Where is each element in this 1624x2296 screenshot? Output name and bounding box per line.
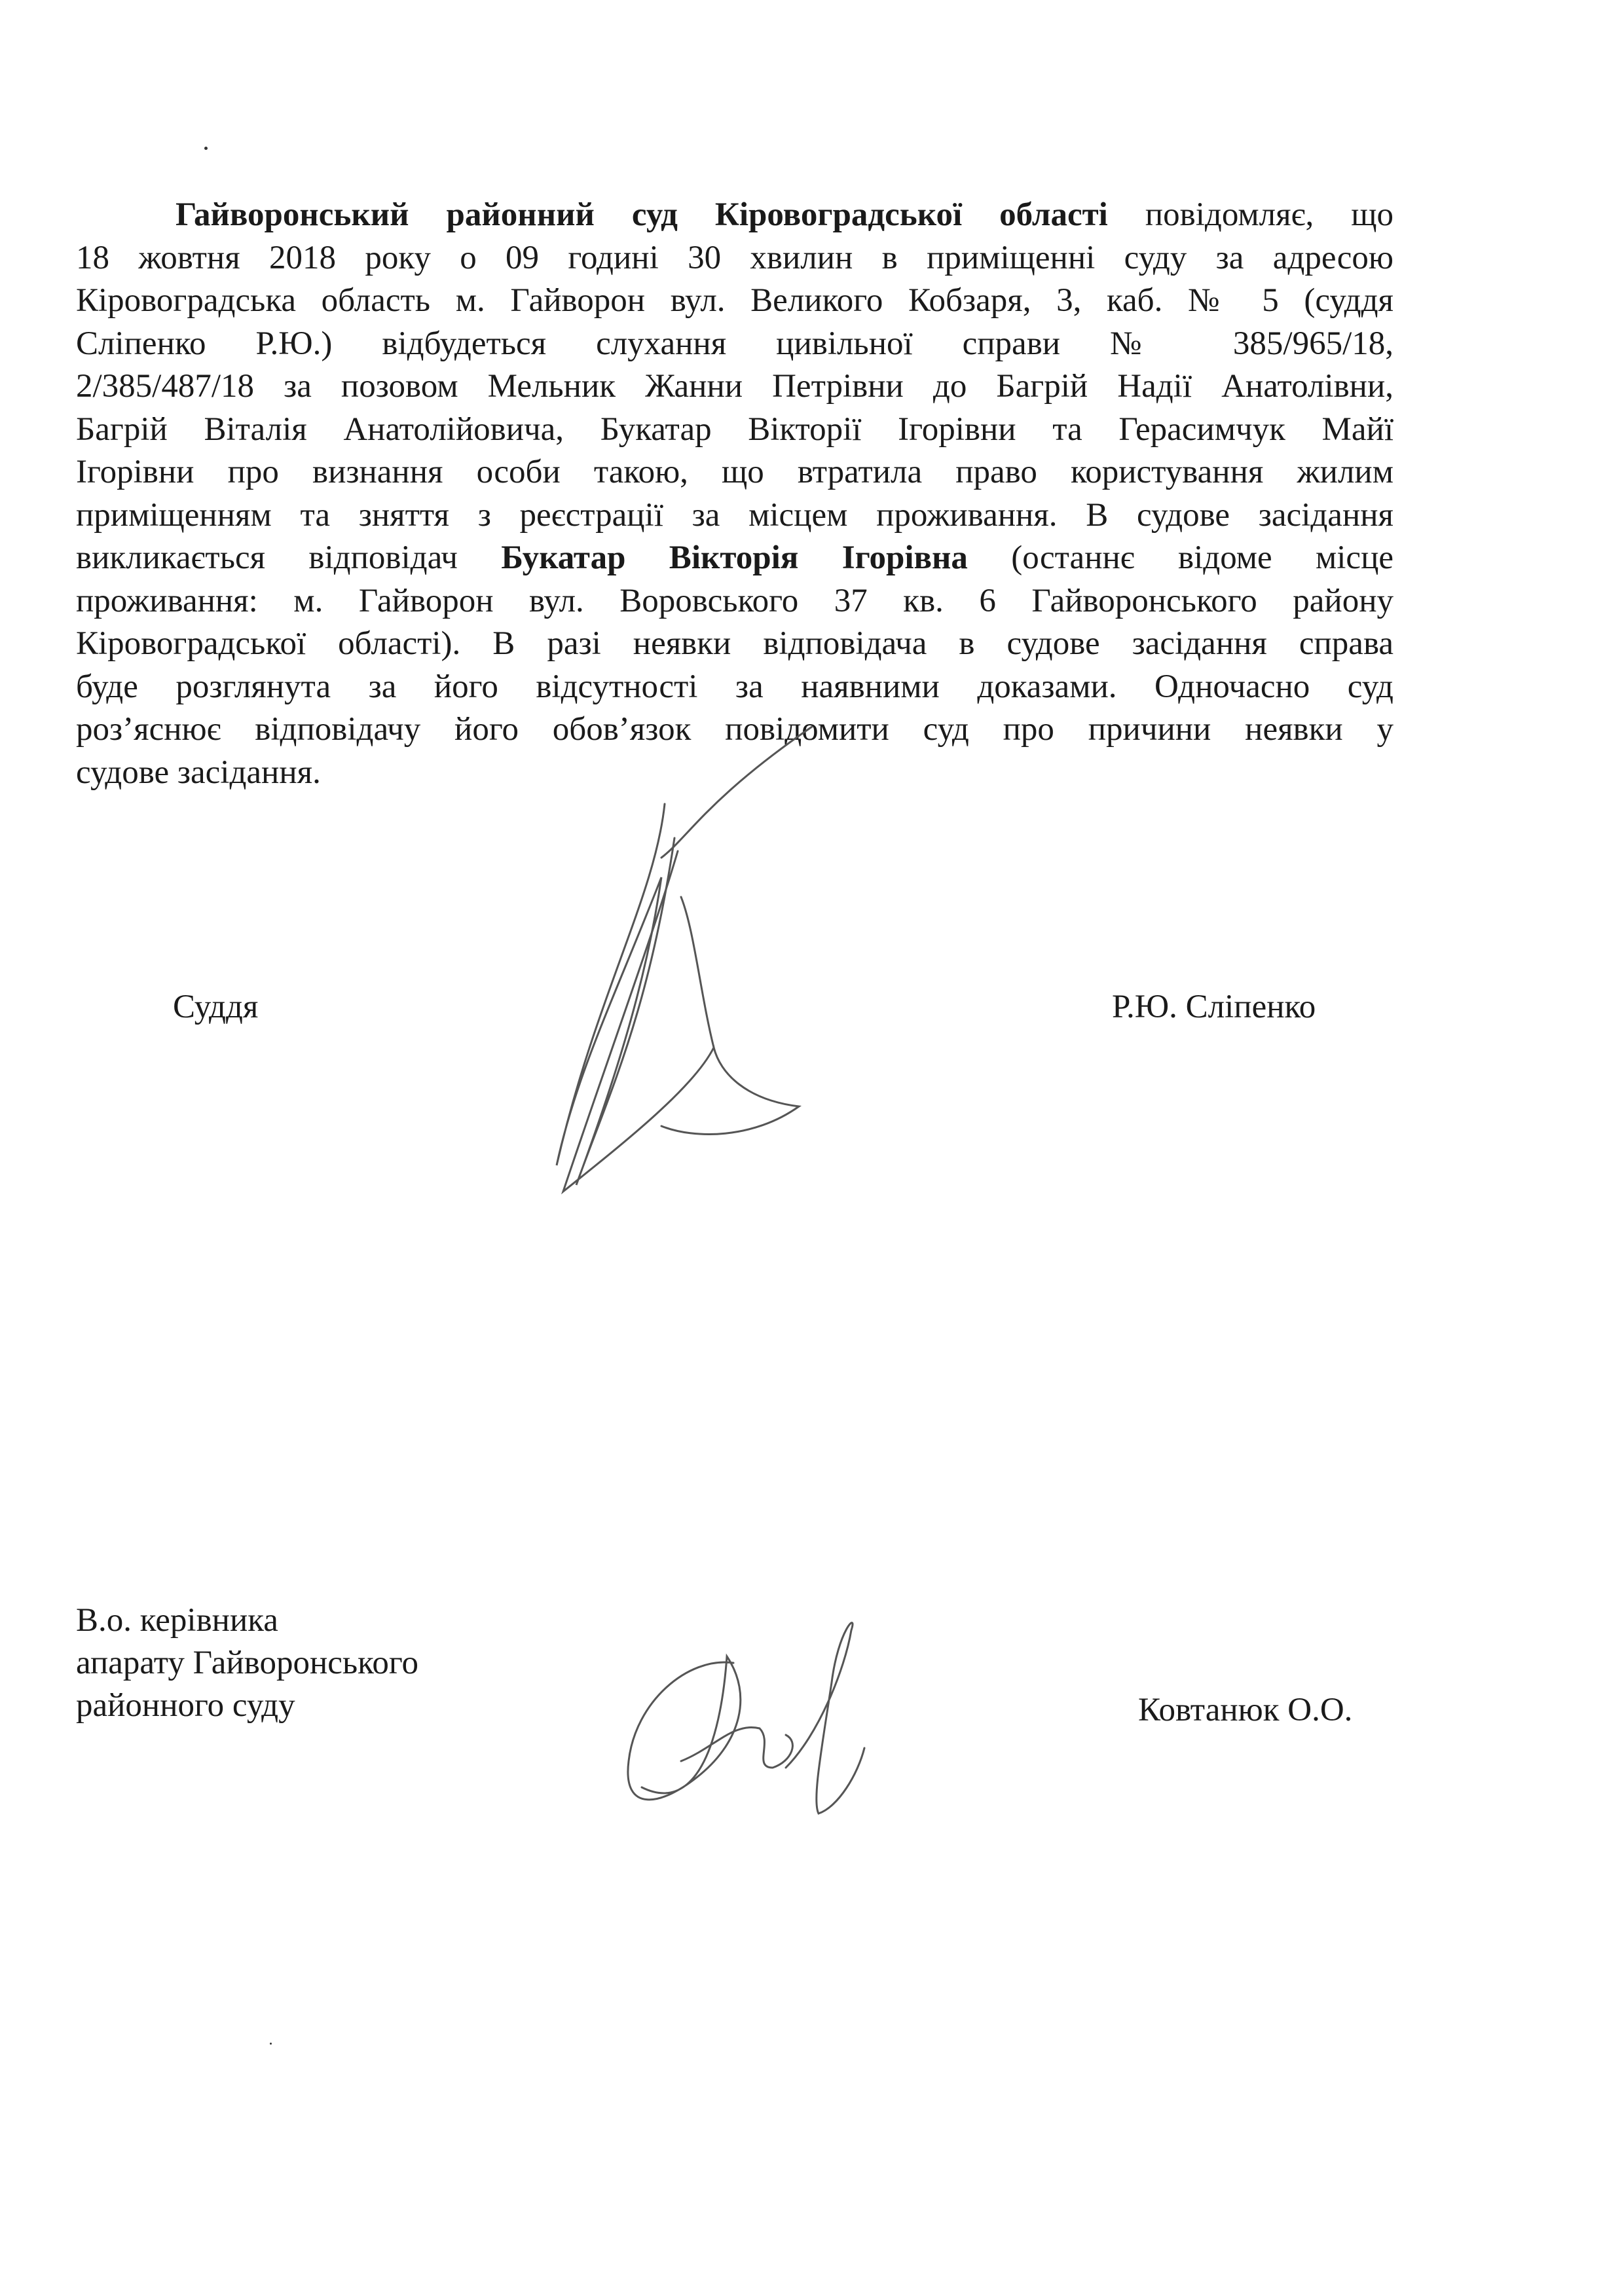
notice-line: Сліпенко Р.Ю.) відбудеться слухання цивільної справи № 385/965/18, <box>76 325 1393 362</box>
notice-text <box>76 194 1393 794</box>
office-head-signature <box>622 1617 950 1840</box>
court-name: Гайворонський районний суд Кіровоградської області <box>175 196 1108 233</box>
notice-line: викликається відповідач Букатар Вікторія Ігорівна (останнє відоме місце <box>76 539 1393 576</box>
defendant-name: Букатар Вікторія Ігорівна <box>501 539 968 576</box>
office-title-line: В.о. керівника <box>76 1602 278 1639</box>
notice-line: приміщенням та зняття з реєстрації за місцем проживання. В судове засідання <box>76 496 1393 534</box>
notice-line: судове засідання. <box>76 754 321 791</box>
notice-line: Кіровоградської області). В разі неявки відповідача в судове засідання справа <box>76 625 1393 662</box>
scan-speck <box>204 147 208 150</box>
notice-line: Кіровоградська область м. Гайворон вул. Великого Кобзаря, 3, каб. № 5 (суддя <box>76 282 1393 319</box>
judge-signature <box>498 799 825 1192</box>
notice-line: Багрій Віталія Анатолійовича, Букатар Вікторії Ігорівни та Герасимчук Майї <box>76 410 1393 448</box>
notice-line: Ігорівни про визнання особи такою, що втратила право користування жилим <box>76 454 1393 490</box>
notice-line: проживання: м. Гайворон вул. Воровського 37 кв. 6 Гайворонського району <box>76 582 1393 619</box>
scan-speck <box>270 2043 272 2045</box>
notice-line: буде розглянута за його відсутності за наявними доказами. Одночасно суд <box>76 668 1393 705</box>
judge-name: Р.Ю. Сліпенко <box>1112 989 1316 1025</box>
notice-line: роз’яснює відповідачу його обов’язок повідомити суд про причини неявки у <box>76 711 1393 748</box>
office-head-name: Ковтанюк О.О. <box>1138 1692 1353 1728</box>
office-title-line: районного суду <box>76 1687 295 1724</box>
notice-line: 2/385/487/18 за позовом Мельник Жанни Петрівни до Багрій Надії Анатолівни, <box>76 368 1393 405</box>
notice-line: 18 жовтня 2018 року о 09 годині 30 хвилин в приміщенні суду за адресою <box>76 239 1393 276</box>
office-title-line: апарату Гайворонського <box>76 1645 418 1681</box>
notice-line: Гайворонський районний суд Кіровоградської області повідомляє, що <box>175 196 1393 233</box>
judge-title: Суддя <box>173 989 259 1025</box>
